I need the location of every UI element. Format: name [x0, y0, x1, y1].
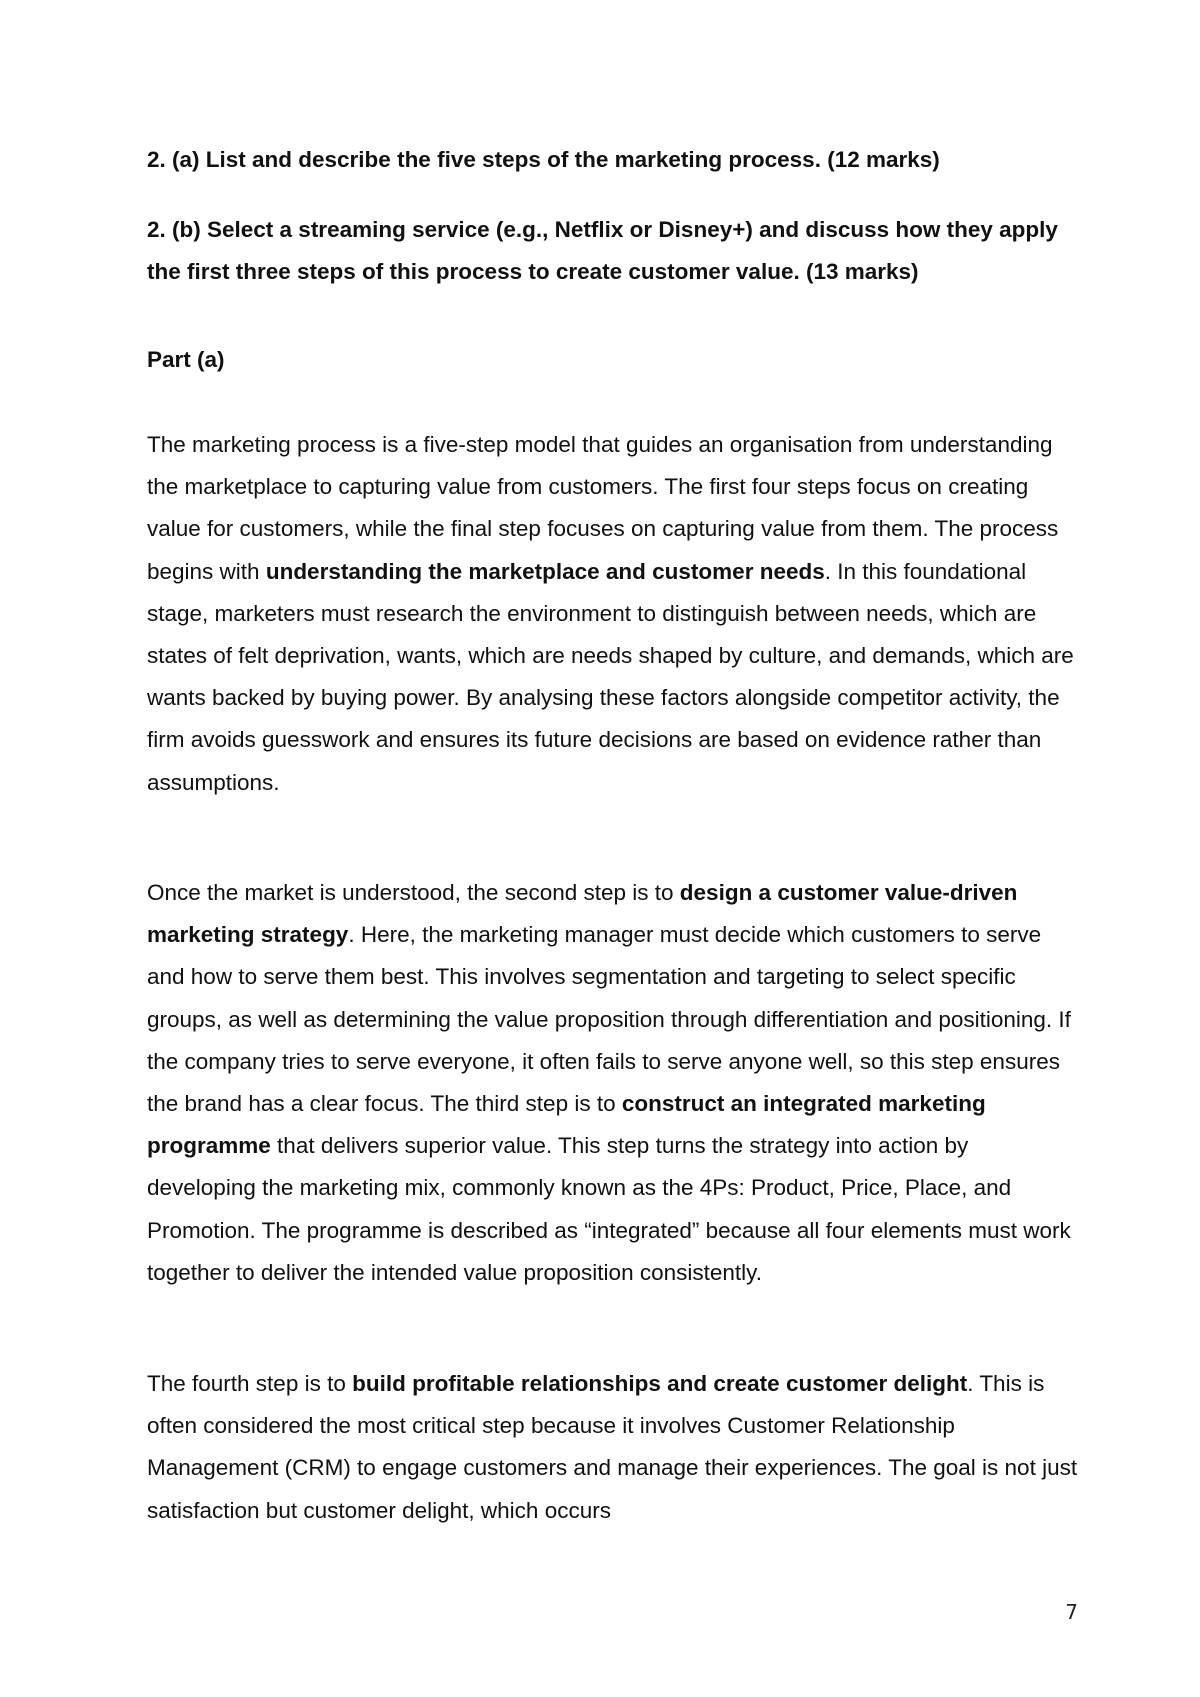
paragraph-steps-two-three [147, 872, 1082, 1294]
page-number: 7 [1065, 1600, 1078, 1624]
paragraph-text: The marketing process is a five-step model that guides an organisation from understanding the marketplace to capturing value from customers. The first four steps focus on creating value for customers, while the final step focuses on capturing value from them. The process begins with [147, 432, 1059, 584]
paragraph-text: Once the market is understood, the second step is to [147, 880, 680, 905]
bold-term-build-relationships: build profitable relationships and create customer delight [352, 1371, 968, 1396]
paragraph-step-one [147, 424, 1082, 804]
paragraph-step-four [147, 1363, 1082, 1532]
bold-term-design-strategy: design a customer value-driven marketing strategy [147, 880, 1018, 948]
paragraph-text: . Here, the marketing manager must decide which customers to serve and how to serve them best. This involves segmentation and targeting to select specific groups, as well as determining the value proposition through differentiation and positioning. If the company tries to serve everyone, it often fails to serve anyone well, so this step ensures the brand has a clear focus. The third step is to [147, 922, 1071, 1117]
question-2b: 2. (b) Select a streaming service (e.g., Netflix or Disney+) and discuss how they apply the first three steps of this process to create customer value. (13 marks) [147, 217, 1058, 285]
question-2a: 2. (a) List and describe the five steps of the marketing process. (12 marks) [147, 147, 940, 172]
bold-term-understanding-marketplace: understanding the marketplace and customer needs [265, 558, 825, 584]
paragraph-text: The fourth step is to [147, 1371, 353, 1396]
bold-term-integrated-programme: construct an integrated marketing programme [147, 1091, 986, 1159]
paragraph-text: . In this foundational stage, marketers must research the environment to distinguish between needs, which are states of felt deprivation, wants, which are needs shaped by culture, and demands, which are wants backed by buying power. By analysing these factors alongside competitor activity, the firm avoids guesswork and ensures its future decisions are based on evidence rather than assumptions. [147, 558, 1074, 795]
paragraph-text: . This is often considered the most critical step because it involves Customer Relationship Management (CRM) to engage customers and manage their experiences. The goal is not just satisfaction but customer delight, which occurs [147, 1371, 1078, 1523]
part-a-heading: Part (a) [147, 347, 225, 372]
paragraph-text: that delivers superior value. This step turns the strategy into action by developing the marketing mix, commonly known as the 4Ps: Product, Price, Place, and Promotion. The programme is described as “integrated” because all four elements must work together to deliver the intended value proposition consistently. [147, 1133, 1071, 1285]
